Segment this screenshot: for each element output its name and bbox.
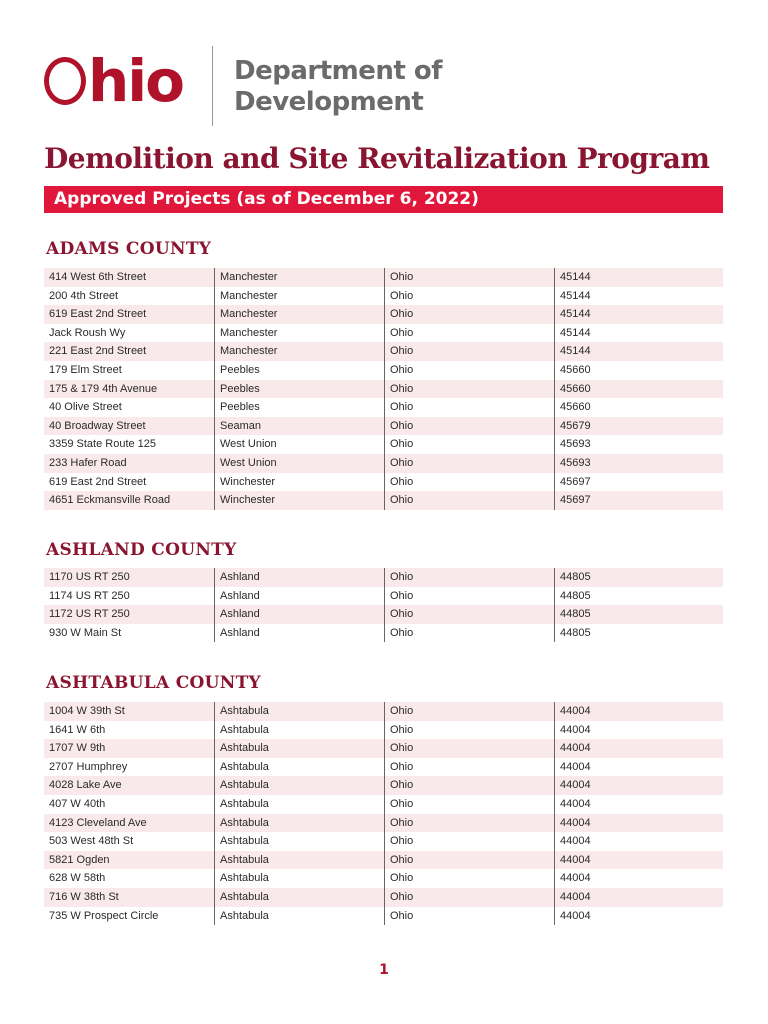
address-cell: 1707 W 9th [49, 742, 106, 755]
zip-cell: 44805 [554, 605, 723, 624]
state-cell: Ohio [384, 739, 554, 758]
city-cell: Manchester [214, 268, 384, 287]
ohio-logo-text: hio [88, 47, 184, 115]
state-cell: Ohio [384, 342, 554, 361]
zip-cell: 44004 [554, 795, 723, 814]
address-cell: 930 W Main St [49, 626, 122, 639]
table-row [44, 624, 723, 643]
address-cell: 1172 US RT 250 [49, 608, 130, 621]
zip-cell: 44805 [554, 568, 723, 587]
city-cell: Ashland [214, 587, 384, 606]
zip-cell: 45697 [554, 473, 723, 492]
zip-cell: 44004 [554, 851, 723, 870]
state-cell: Ohio [384, 454, 554, 473]
table-row [44, 398, 723, 417]
adams-county-table [44, 268, 723, 510]
state-cell: Ohio [384, 758, 554, 777]
table-row [44, 305, 723, 324]
state-cell: Ohio [384, 380, 554, 399]
zip-cell: 45144 [554, 268, 723, 287]
zip-cell: 45144 [554, 287, 723, 306]
ohio-logo-o-ring [44, 57, 86, 105]
state-cell: Ohio [384, 491, 554, 510]
table-row [44, 587, 723, 606]
city-cell: Seaman [214, 417, 384, 436]
zip-cell: 44004 [554, 702, 723, 721]
address-cell: 40 Olive Street [49, 401, 122, 414]
city-cell: Ashtabula [214, 758, 384, 777]
address-cell: 414 West 6th Street [49, 271, 147, 283]
table-row [44, 324, 723, 343]
zip-cell: 45660 [554, 361, 723, 380]
county-heading-ashtabula: ASHTABULA COUNTY [46, 673, 261, 693]
address-cell: 1174 US RT 250 [49, 589, 130, 602]
city-cell: Ashtabula [214, 739, 384, 758]
zip-cell: 45660 [554, 380, 723, 399]
city-cell: Ashtabula [214, 814, 384, 833]
state-cell: Ohio [384, 435, 554, 454]
table-row [44, 795, 723, 814]
table-row [44, 568, 723, 587]
state-cell: Ohio [384, 624, 554, 643]
county-heading-adams: ADAMS COUNTY [46, 239, 212, 259]
state-cell: Ohio [384, 832, 554, 851]
address-cell: 619 East 2nd Street [49, 475, 147, 488]
city-cell: Peebles [214, 398, 384, 417]
ohio-logo [44, 47, 184, 115]
table-row [44, 380, 723, 399]
state-cell: Ohio [384, 324, 554, 343]
city-cell: Manchester [214, 287, 384, 306]
table-row [44, 361, 723, 380]
city-cell: Ashtabula [214, 721, 384, 740]
address-cell: 200 4th Street [49, 289, 119, 302]
city-cell: Ashtabula [214, 851, 384, 870]
table-row [44, 888, 723, 907]
state-cell: Ohio [384, 568, 554, 587]
city-cell: Ashtabula [214, 795, 384, 814]
state-cell: Ohio [384, 587, 554, 606]
state-cell: Ohio [384, 814, 554, 833]
city-cell: Ashtabula [214, 702, 384, 721]
state-cell: Ohio [384, 869, 554, 888]
table-row [44, 417, 723, 436]
state-cell: Ohio [384, 417, 554, 436]
city-cell: Ashland [214, 605, 384, 624]
table-row [44, 268, 723, 287]
zip-cell: 44004 [554, 721, 723, 740]
address-cell: 4028 Lake Ave [49, 779, 122, 792]
zip-cell: 44004 [554, 907, 723, 926]
address-cell: 503 West 48th St [49, 835, 134, 848]
zip-cell: 45144 [554, 324, 723, 343]
zip-cell: 45144 [554, 305, 723, 324]
state-cell: Ohio [384, 888, 554, 907]
zip-cell: 45693 [554, 454, 723, 473]
table-row [44, 435, 723, 454]
ashtabula-county-table [44, 702, 723, 925]
ashland-county-table [44, 568, 723, 642]
state-cell: Ohio [384, 287, 554, 306]
state-cell: Ohio [384, 721, 554, 740]
address-cell: 3359 State Route 125 [49, 438, 157, 451]
state-cell: Ohio [384, 605, 554, 624]
city-cell: Manchester [214, 305, 384, 324]
city-cell: Peebles [214, 380, 384, 399]
state-cell: Ohio [384, 361, 554, 380]
table-row [44, 342, 723, 361]
zip-cell: 44004 [554, 814, 723, 833]
table-row [44, 473, 723, 492]
city-cell: Winchester [214, 473, 384, 492]
city-cell: Ashtabula [214, 869, 384, 888]
address-cell: 175 & 179 4th Avenue [49, 382, 158, 395]
state-cell: Ohio [384, 851, 554, 870]
zip-cell: 44004 [554, 869, 723, 888]
table-row [44, 814, 723, 833]
zip-cell: 44004 [554, 888, 723, 907]
state-cell: Ohio [384, 398, 554, 417]
approved-projects-banner: Approved Projects (as of December 6, 2022) [44, 186, 723, 213]
table-row [44, 605, 723, 624]
address-cell: 179 Elm Street [49, 363, 122, 376]
city-cell: Ashtabula [214, 776, 384, 795]
city-cell: Manchester [214, 342, 384, 361]
department-name [234, 56, 442, 118]
address-cell: 735 W Prospect Circle [49, 909, 159, 922]
city-cell: Manchester [214, 324, 384, 343]
department-line-2: Development [234, 87, 424, 117]
department-line-1: Department of [234, 56, 443, 86]
state-cell: Ohio [384, 702, 554, 721]
logo-divider [212, 46, 213, 126]
table-row [44, 454, 723, 473]
state-cell: Ohio [384, 473, 554, 492]
city-cell: West Union [214, 435, 384, 454]
address-cell: Jack Roush Wy [49, 326, 126, 339]
city-cell: Ashland [214, 624, 384, 643]
address-cell: 716 W 38th St [49, 890, 119, 903]
zip-cell: 44004 [554, 832, 723, 851]
table-row [44, 869, 723, 888]
zip-cell: 44004 [554, 739, 723, 758]
zip-cell: 45660 [554, 398, 723, 417]
page-number: 1 [379, 962, 389, 978]
table-row [44, 776, 723, 795]
page-title: Demolition and Site Revitalization Program [44, 142, 710, 175]
zip-cell: 44004 [554, 758, 723, 777]
zip-cell: 45693 [554, 435, 723, 454]
address-cell: 233 Hafer Road [49, 456, 127, 469]
city-cell: Peebles [214, 361, 384, 380]
address-cell: 40 Broadway Street [49, 419, 146, 432]
zip-cell: 44805 [554, 624, 723, 643]
state-cell: Ohio [384, 268, 554, 287]
city-cell: Winchester [214, 491, 384, 510]
table-row [44, 287, 723, 306]
table-row [44, 758, 723, 777]
address-cell: 628 W 58th [49, 872, 106, 885]
table-row [44, 832, 723, 851]
address-cell: 221 East 2nd Street [49, 345, 147, 358]
state-cell: Ohio [384, 907, 554, 926]
state-cell: Ohio [384, 776, 554, 795]
address-cell: 4651 Eckmansville Road [49, 494, 171, 507]
table-row [44, 702, 723, 721]
address-cell: 5821 Ogden [49, 853, 110, 866]
city-cell: Ashtabula [214, 832, 384, 851]
address-cell: 407 W 40th [49, 797, 106, 810]
city-cell: Ashtabula [214, 888, 384, 907]
zip-cell: 45144 [554, 342, 723, 361]
city-cell: Ashtabula [214, 907, 384, 926]
table-row [44, 851, 723, 870]
address-cell: 619 East 2nd Street [49, 308, 147, 321]
ohio-logo-area [44, 46, 464, 126]
county-heading-ashland: ASHLAND COUNTY [46, 540, 237, 560]
address-cell: 1170 US RT 250 [49, 571, 130, 583]
table-row [44, 491, 723, 510]
table-row [44, 721, 723, 740]
state-cell: Ohio [384, 305, 554, 324]
address-cell: 4123 Cleveland Ave [49, 816, 147, 829]
table-row [44, 907, 723, 926]
address-cell: 2707 Humphrey [49, 760, 128, 773]
city-cell: West Union [214, 454, 384, 473]
zip-cell: 44805 [554, 587, 723, 606]
zip-cell: 45679 [554, 417, 723, 436]
zip-cell: 45697 [554, 491, 723, 510]
address-cell: 1641 W 6th [49, 723, 106, 736]
zip-cell: 44004 [554, 776, 723, 795]
address-cell: 1004 W 39th St [49, 705, 125, 717]
city-cell: Ashland [214, 568, 384, 587]
table-row [44, 739, 723, 758]
state-cell: Ohio [384, 795, 554, 814]
